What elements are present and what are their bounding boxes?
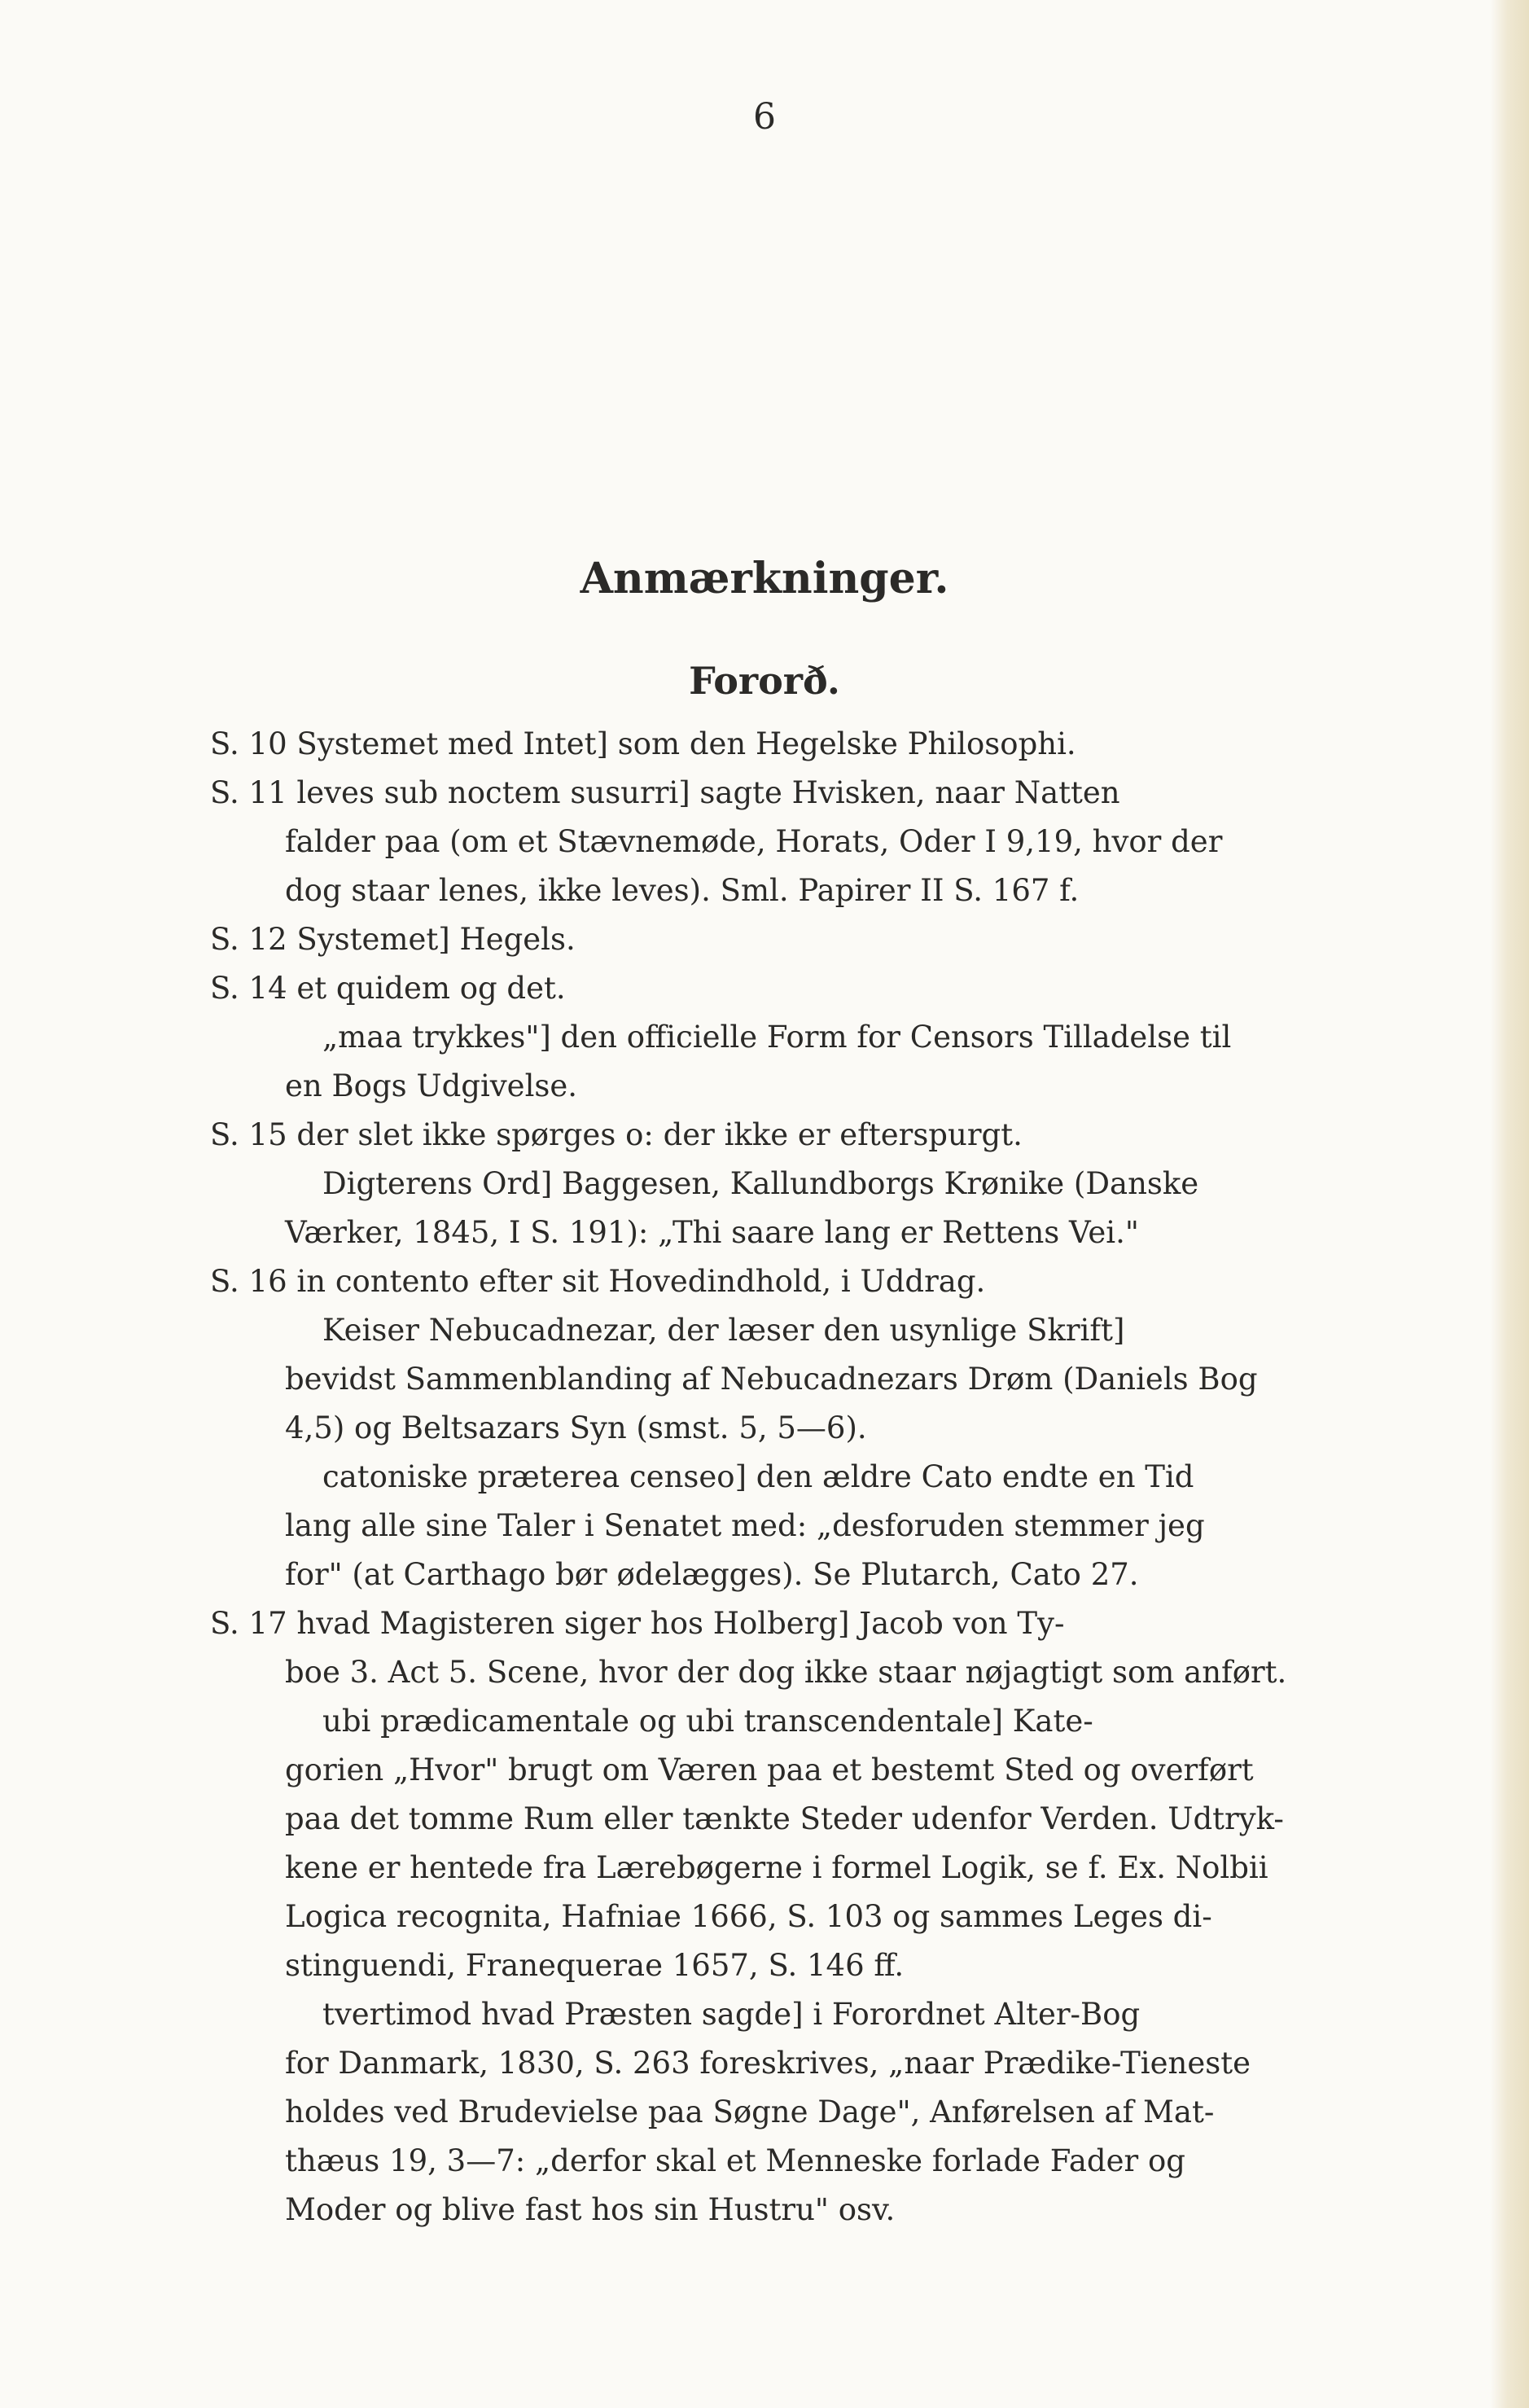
text-line: S. 15 der slet ikke spørges o: der ikke er efterspurgt. [210,1117,1023,1152]
text-line: S. 14 et quidem og det. [210,971,566,1006]
text-line: for Danmark, 1830, S. 263 foreskrives, „naar Prædike-Tieneste [285,2046,1251,2081]
text-line: S. 16 in contento efter sit Hovedindhold, i Uddrag. [210,1264,986,1299]
text-line: bevidst Sammenblanding af Nebucadnezars Drøm (Daniels Bog [285,1362,1258,1397]
text-line: boe 3. Act 5. Scene, hvor der dog ikke staar nøjagtigt som anført. [285,1655,1287,1690]
text-line: falder paa (om et Stævnemøde, Horats, Oder I 9,19, hvor der [285,824,1223,859]
text-line: „maa trykkes"] den officielle Form for Censors Tilladelse til [322,1020,1232,1055]
page-edge-shadow [1490,0,1529,2408]
text-line: thæus 19, 3—7: „derfor skal et Menneske forlade Fader og [285,2143,1185,2178]
text-line: tvertimod hvad Præsten sagde] i Forordnet Alter-Bog [322,1997,1141,2032]
text-line: gorien „Hvor" brugt om Væren paa et bestemt Sted og overført [285,1752,1254,1787]
text-line: paa det tomme Rum eller tænkte Steder udenfor Verden. Udtryk- [285,1801,1284,1836]
text-line: S. 17 hvad Magisteren siger hos Holberg] Jacob von Ty- [210,1606,1065,1641]
section-heading: Anmærkninger. [580,554,949,603]
text-line: dog staar lenes, ikke leves). Sml. Papirer II S. 167 f. [285,873,1080,908]
text-line: holdes ved Brudevielse paa Søgne Dage", Anførelsen af Mat- [285,2094,1215,2129]
text-line: en Bogs Udgivelse. [285,1068,578,1103]
text-line: S. 10 Systemet med Intet] som den Hegelske Philosophi. [210,726,1076,761]
text-line: Værker, 1845, I S. 191): „Thi saare lang er Rettens Vei." [285,1215,1139,1250]
text-line: Digterens Ord] Baggesen, Kallundborgs Krønike (Danske [322,1166,1199,1201]
text-line: catoniske præterea censeo] den ældre Cato endte en Tid [322,1459,1194,1494]
page-number: 6 [753,96,776,138]
text-line: ubi prædicamentale og ubi transcendentale] Kate- [322,1704,1093,1739]
text-line: S. 11 leves sub noctem susurri] sagte Hvisken, naar Natten [210,775,1120,810]
text-line: Moder og blive fast hos sin Hustru" osv. [285,2192,896,2227]
text-line: S. 12 Systemet] Hegels. [210,922,576,957]
text-line: kene er hentede fra Lærebøgerne i formel Logik, se f. Ex. Nolbii [285,1850,1268,1885]
text-line: Logica recognita, Hafniae 1666, S. 103 og sammes Leges di- [285,1899,1212,1934]
text-line: for" (at Carthago bør ødelægges). Se Plutarch, Cato 27. [285,1557,1139,1592]
subsection-heading: Fororð. [689,659,840,703]
text-line: Keiser Nebucadnezar, der læser den usynlige Skrift] [322,1313,1125,1348]
text-line: 4,5) og Beltsazars Syn (smst. 5, 5—6). [285,1410,867,1445]
text-line: lang alle sine Taler i Senatet med: „desforuden stemmer jeg [285,1508,1205,1543]
text-line: stinguendi, Franequerae 1657, S. 146 ff. [285,1948,905,1983]
